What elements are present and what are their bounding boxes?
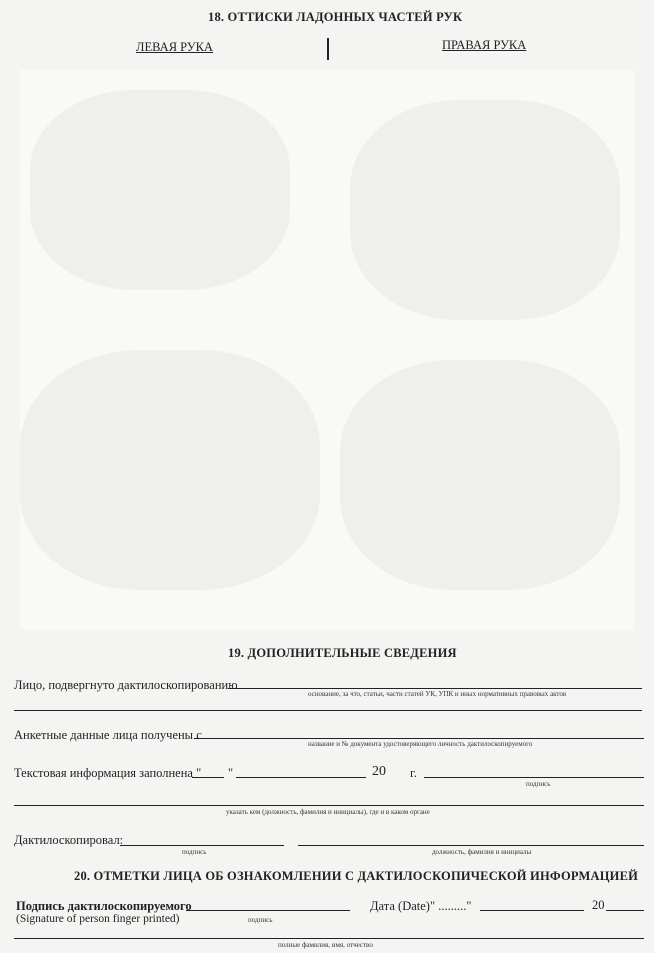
print-smudge	[340, 360, 620, 590]
fingerprinted-by-label: Дактилоскопировал:	[14, 833, 124, 847]
subject-reason-field[interactable]	[228, 688, 642, 689]
hand-divider	[327, 38, 329, 60]
subject-reason-field-line2[interactable]	[14, 710, 642, 711]
full-name-caption: полные фамилия, имя, отчество	[278, 941, 373, 949]
subject-signature-label-en: (Signature of person finger printed)	[16, 913, 180, 925]
subject-label: Лицо, подвергнуто дактилоскопированию	[14, 678, 238, 692]
filled-year-prefix: 20	[372, 764, 386, 779]
filled-month-field[interactable]	[236, 777, 366, 778]
subject-signature-field[interactable]	[186, 910, 350, 911]
filled-signature-field[interactable]	[424, 777, 644, 778]
data-source-label: Анкетные данные лица получены с	[14, 728, 202, 742]
subject-signature-label: Подпись дактилоскопируемого	[16, 899, 192, 913]
section-19-title: 19. ДОПОЛНИТЕЛЬНЫЕ СВЕДЕНИЯ	[228, 646, 457, 660]
date-year-prefix: 20	[592, 898, 605, 912]
left-hand-label: ЛЕВАЯ РУКА	[136, 40, 214, 54]
print-smudge	[20, 350, 320, 590]
filled-by-caption: указать кем (должность, фамилия и инициалы), где и в каком органе	[226, 808, 430, 816]
fingerprinted-by-position-caption: должность, фамилия и инициалы	[432, 848, 532, 856]
year-suffix: г.	[410, 766, 417, 780]
fingerprinted-by-signature-field[interactable]	[120, 845, 284, 846]
filled-signature-caption: подпись	[526, 780, 551, 788]
filled-by-field[interactable]	[14, 805, 644, 806]
filled-date-label: Текстовая информация заполнена "	[14, 766, 202, 780]
fingerprinted-by-signature-caption: подпись	[182, 848, 207, 856]
fingerprinted-by-position-field[interactable]	[298, 845, 644, 846]
date-day-field[interactable]: " ........."	[430, 899, 472, 913]
filled-day-field[interactable]	[192, 777, 224, 778]
right-hand-label: ПРАВАЯ РУКА	[442, 38, 527, 52]
print-smudge	[30, 90, 290, 290]
print-smudge	[350, 100, 620, 320]
date-year-field[interactable]	[606, 910, 644, 911]
date-month-field[interactable]	[480, 910, 584, 911]
subject-signature-caption: подпись	[248, 916, 273, 924]
data-source-field[interactable]	[194, 738, 644, 739]
full-name-field[interactable]	[14, 938, 644, 939]
subject-reason-caption: основание, за что, статьи, части статей УК, УПК и иных нормативных правовых актов	[308, 690, 567, 698]
date-label: Дата (Date)	[370, 899, 430, 913]
data-source-caption: название и № документа удостоверяющего личность дактилоскопируемого	[308, 740, 533, 748]
quote-mark: "	[228, 766, 234, 780]
palm-print-area	[20, 70, 635, 630]
section-20-title: 20. ОТМЕТКИ ЛИЦА ОБ ОЗНАКОМЛЕНИИ С ДАКТИЛОСКОПИЧЕСКОЙ ИНФОРМАЦИЕЙ	[74, 869, 639, 883]
section-18-title: 18. ОТТИСКИ ЛАДОННЫХ ЧАСТЕЙ РУК	[208, 10, 463, 24]
